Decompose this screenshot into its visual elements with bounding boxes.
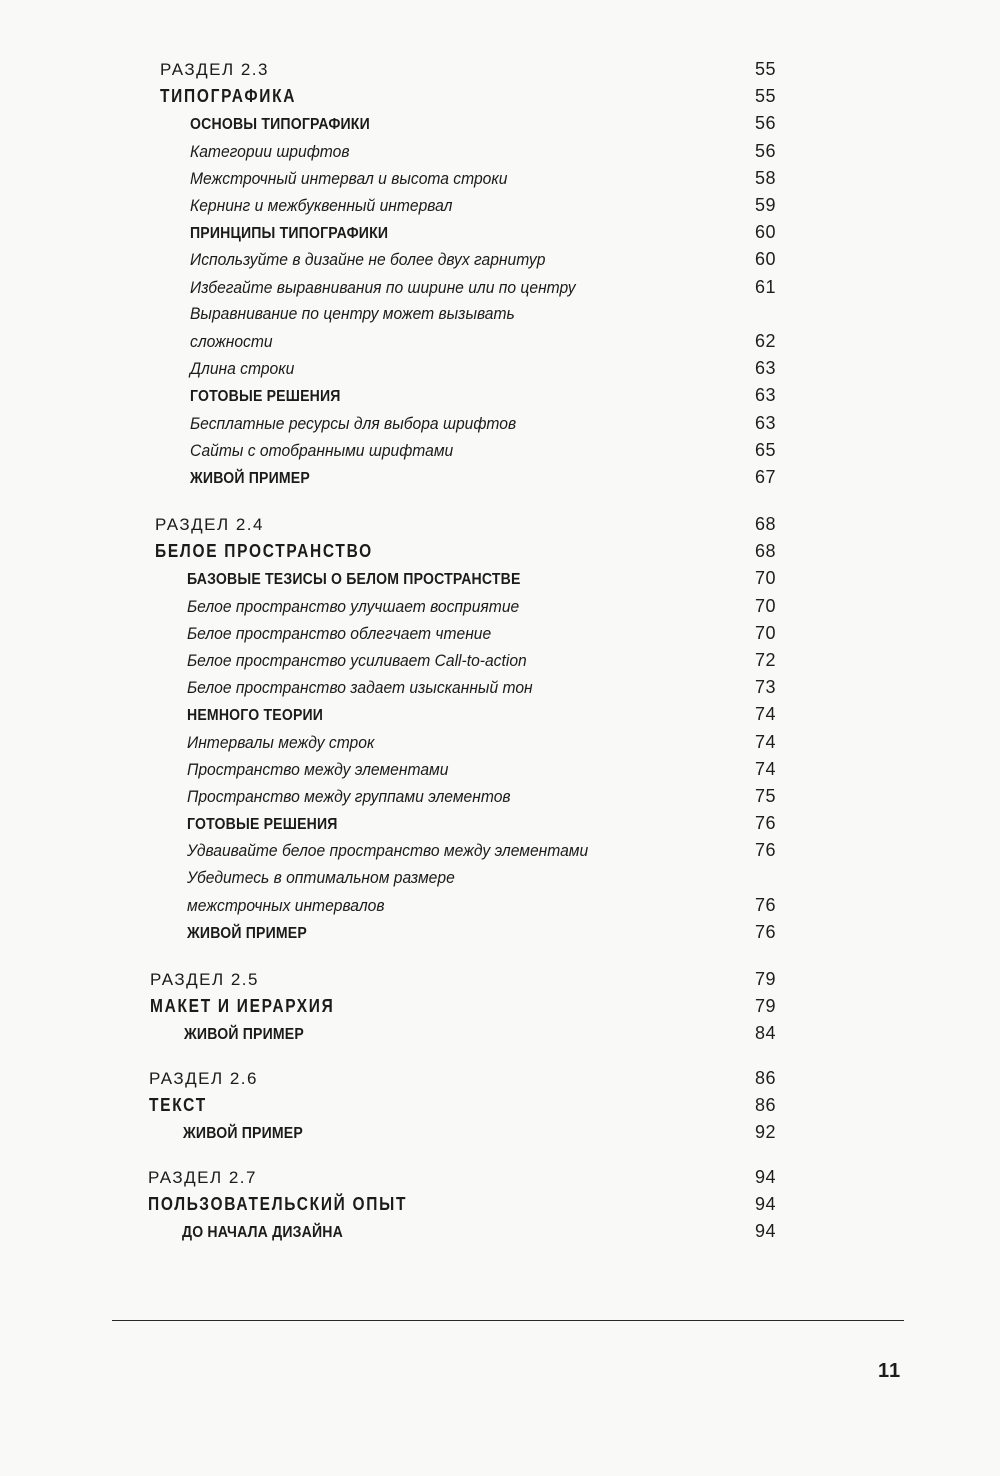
toc-item-page: 60 xyxy=(754,249,776,269)
toc-item-label: Интервалы между строк xyxy=(187,733,375,752)
toc-item-page: 73 xyxy=(754,677,776,697)
toc-item xyxy=(190,410,776,436)
toc-item-label: Категории шрифтов xyxy=(190,142,350,161)
toc-item xyxy=(187,892,776,918)
chapter-title-page: 68 xyxy=(754,541,776,561)
toc-subheading-label: ОСНОВЫ ТИПОГРАФИКИ xyxy=(190,116,370,133)
section-heading-label: РАЗДЕЛ 2.6 xyxy=(149,1069,258,1088)
section-heading-page: 68 xyxy=(754,514,776,534)
toc-subheading-page: 76 xyxy=(754,922,776,942)
toc-item-label: Пространство между группами элементов xyxy=(187,787,511,806)
toc-item-page: 62 xyxy=(754,331,776,351)
toc-item-label: Убедитесь в оптимальном размере xyxy=(187,868,455,887)
toc-item xyxy=(190,165,776,191)
toc-item-page: 74 xyxy=(754,732,776,752)
toc-item-page: 70 xyxy=(754,623,776,643)
toc-item-label: Сайты с отобранными шрифтами xyxy=(190,441,454,460)
toc-item xyxy=(187,593,776,619)
toc-subheading xyxy=(190,464,776,490)
toc-item xyxy=(190,328,776,354)
section-heading-page: 86 xyxy=(754,1068,776,1088)
toc-item-page: 75 xyxy=(754,786,776,806)
toc-subheading xyxy=(187,919,776,945)
toc-item-label: Избегайте выравнивания по ширине или по центру xyxy=(190,278,576,297)
toc-item xyxy=(187,865,776,891)
toc-subheading xyxy=(187,701,776,727)
toc-item-page: 56 xyxy=(754,141,776,161)
toc-item-page: 72 xyxy=(754,650,776,670)
chapter-title xyxy=(150,993,776,1019)
toc-subheading xyxy=(187,565,776,591)
toc-subheading xyxy=(190,382,776,408)
chapter-title-label: ТЕКСТ xyxy=(149,1095,207,1115)
toc-item xyxy=(190,437,776,463)
toc-subheading-label: ДО НАЧАЛА ДИЗАЙНА xyxy=(182,1224,343,1241)
toc-item xyxy=(187,620,776,646)
footer-rule xyxy=(112,1320,904,1321)
toc-subheading-label: ПРИНЦИПЫ ТИПОГРАФИКИ xyxy=(190,225,389,242)
toc-item-label: Кернинг и межбуквенный интервал xyxy=(190,196,453,215)
section-heading-label: РАЗДЕЛ 2.4 xyxy=(155,515,264,534)
chapter-title-label: МАКЕТ И ИЕРАРХИЯ xyxy=(150,996,335,1016)
chapter-title-label: ПОЛЬЗОВАТЕЛЬСКИЙ ОПЫТ xyxy=(148,1194,408,1214)
toc-item xyxy=(190,246,776,272)
toc-subheading-label: БАЗОВЫЕ ТЕЗИСЫ О БЕЛОМ ПРОСТРАНСТВЕ xyxy=(187,571,521,588)
toc-subheading xyxy=(183,1119,776,1145)
toc-item-page: 59 xyxy=(754,195,776,215)
chapter-title-page: 79 xyxy=(754,996,776,1016)
toc-item xyxy=(187,756,776,782)
toc-item xyxy=(190,301,776,327)
section-heading xyxy=(148,1164,776,1190)
toc-subheading-page: 74 xyxy=(754,704,776,724)
toc-subheading-page: 94 xyxy=(754,1221,776,1241)
toc-subheading-page: 56 xyxy=(754,113,776,133)
section-heading-label: РАЗДЕЛ 2.7 xyxy=(148,1168,257,1187)
toc-item xyxy=(187,729,776,755)
toc-item xyxy=(190,274,776,300)
toc-item-page: 76 xyxy=(754,840,776,860)
toc-item xyxy=(190,192,776,218)
toc-subheading-label: ЖИВОЙ ПРИМЕР xyxy=(183,1125,303,1142)
section-heading xyxy=(150,966,776,992)
toc-item-page: 63 xyxy=(754,358,776,378)
chapter-title-page: 86 xyxy=(754,1095,776,1115)
toc-subheading xyxy=(182,1218,776,1244)
toc-item-page: 58 xyxy=(754,168,776,188)
section-heading-label: РАЗДЕЛ 2.5 xyxy=(150,970,259,989)
toc-subheading-page: 84 xyxy=(754,1023,776,1043)
chapter-title xyxy=(149,1092,776,1118)
toc-item-page: 76 xyxy=(754,895,776,915)
toc-item xyxy=(190,355,776,381)
toc-item-label: Белое пространство усиливает Call-to-action xyxy=(187,651,527,670)
toc-item xyxy=(190,138,776,164)
chapter-title-page: 55 xyxy=(754,86,776,106)
toc-item xyxy=(187,837,776,863)
chapter-title-label: ТИПОГРАФИКА xyxy=(160,86,297,106)
toc-subheading-page: 76 xyxy=(754,813,776,833)
chapter-title xyxy=(160,83,776,109)
toc-item-label: сложности xyxy=(190,332,273,351)
chapter-title-label: БЕЛОЕ ПРОСТРАНСТВО xyxy=(155,541,373,561)
toc-item-label: Белое пространство улучшает восприятие xyxy=(187,597,520,616)
toc-subheading xyxy=(184,1020,776,1046)
section-heading-page: 79 xyxy=(754,969,776,989)
toc-item-label: Выравнивание по центру может вызывать xyxy=(190,304,515,323)
toc-item-label: межстрочных интервалов xyxy=(187,896,385,915)
section-heading xyxy=(149,1065,776,1091)
toc-subheading-label: ЖИВОЙ ПРИМЕР xyxy=(187,925,307,942)
page-number: 11 xyxy=(878,1360,902,1382)
toc-item-label: Длина строки xyxy=(190,359,295,378)
chapter-title-page: 94 xyxy=(754,1194,776,1214)
section-heading-label: РАЗДЕЛ 2.3 xyxy=(160,60,269,79)
toc-subheading-label: ГОТОВЫЕ РЕШЕНИЯ xyxy=(187,816,338,833)
toc-subheading-page: 63 xyxy=(754,385,776,405)
toc-item xyxy=(187,647,776,673)
toc-item-label: Удваивайте белое пространство между элементами xyxy=(187,841,589,860)
toc-subheading-page: 60 xyxy=(754,222,776,242)
toc-subheading-label: НЕМНОГО ТЕОРИИ xyxy=(187,707,324,724)
toc-item-page: 61 xyxy=(754,277,776,297)
toc-item-label: Используйте в дизайне не более двух гарнитур xyxy=(190,250,546,269)
toc-item-page: 74 xyxy=(754,759,776,779)
toc-item xyxy=(187,674,776,700)
toc-subheading-label: ЖИВОЙ ПРИМЕР xyxy=(190,470,310,487)
toc-subheading xyxy=(190,219,776,245)
toc-item-label: Пространство между элементами xyxy=(187,760,449,779)
toc-item-label: Белое пространство задает изысканный тон xyxy=(187,678,533,697)
toc-subheading-label: ЖИВОЙ ПРИМЕР xyxy=(184,1026,304,1043)
section-heading xyxy=(155,511,776,537)
section-heading-page: 94 xyxy=(754,1167,776,1187)
toc-item-page: 70 xyxy=(754,596,776,616)
toc-item-label: Бесплатные ресурсы для выбора шрифтов xyxy=(190,414,517,433)
toc-subheading-label: ГОТОВЫЕ РЕШЕНИЯ xyxy=(190,388,341,405)
toc-subheading-page: 67 xyxy=(754,467,776,487)
toc-item-page: 65 xyxy=(754,440,776,460)
toc-item-page: 63 xyxy=(754,413,776,433)
toc-item xyxy=(187,783,776,809)
toc-subheading xyxy=(187,810,776,836)
toc-subheading-page: 70 xyxy=(754,568,776,588)
section-heading-page: 55 xyxy=(754,59,776,79)
toc-subheading-page: 92 xyxy=(754,1122,776,1142)
chapter-title xyxy=(148,1191,776,1217)
toc-item-label: Белое пространство облегчает чтение xyxy=(187,624,492,643)
toc-subheading xyxy=(190,110,776,136)
chapter-title xyxy=(155,538,776,564)
section-heading xyxy=(160,56,776,82)
toc-item-label: Межстрочный интервал и высота строки xyxy=(190,169,508,188)
